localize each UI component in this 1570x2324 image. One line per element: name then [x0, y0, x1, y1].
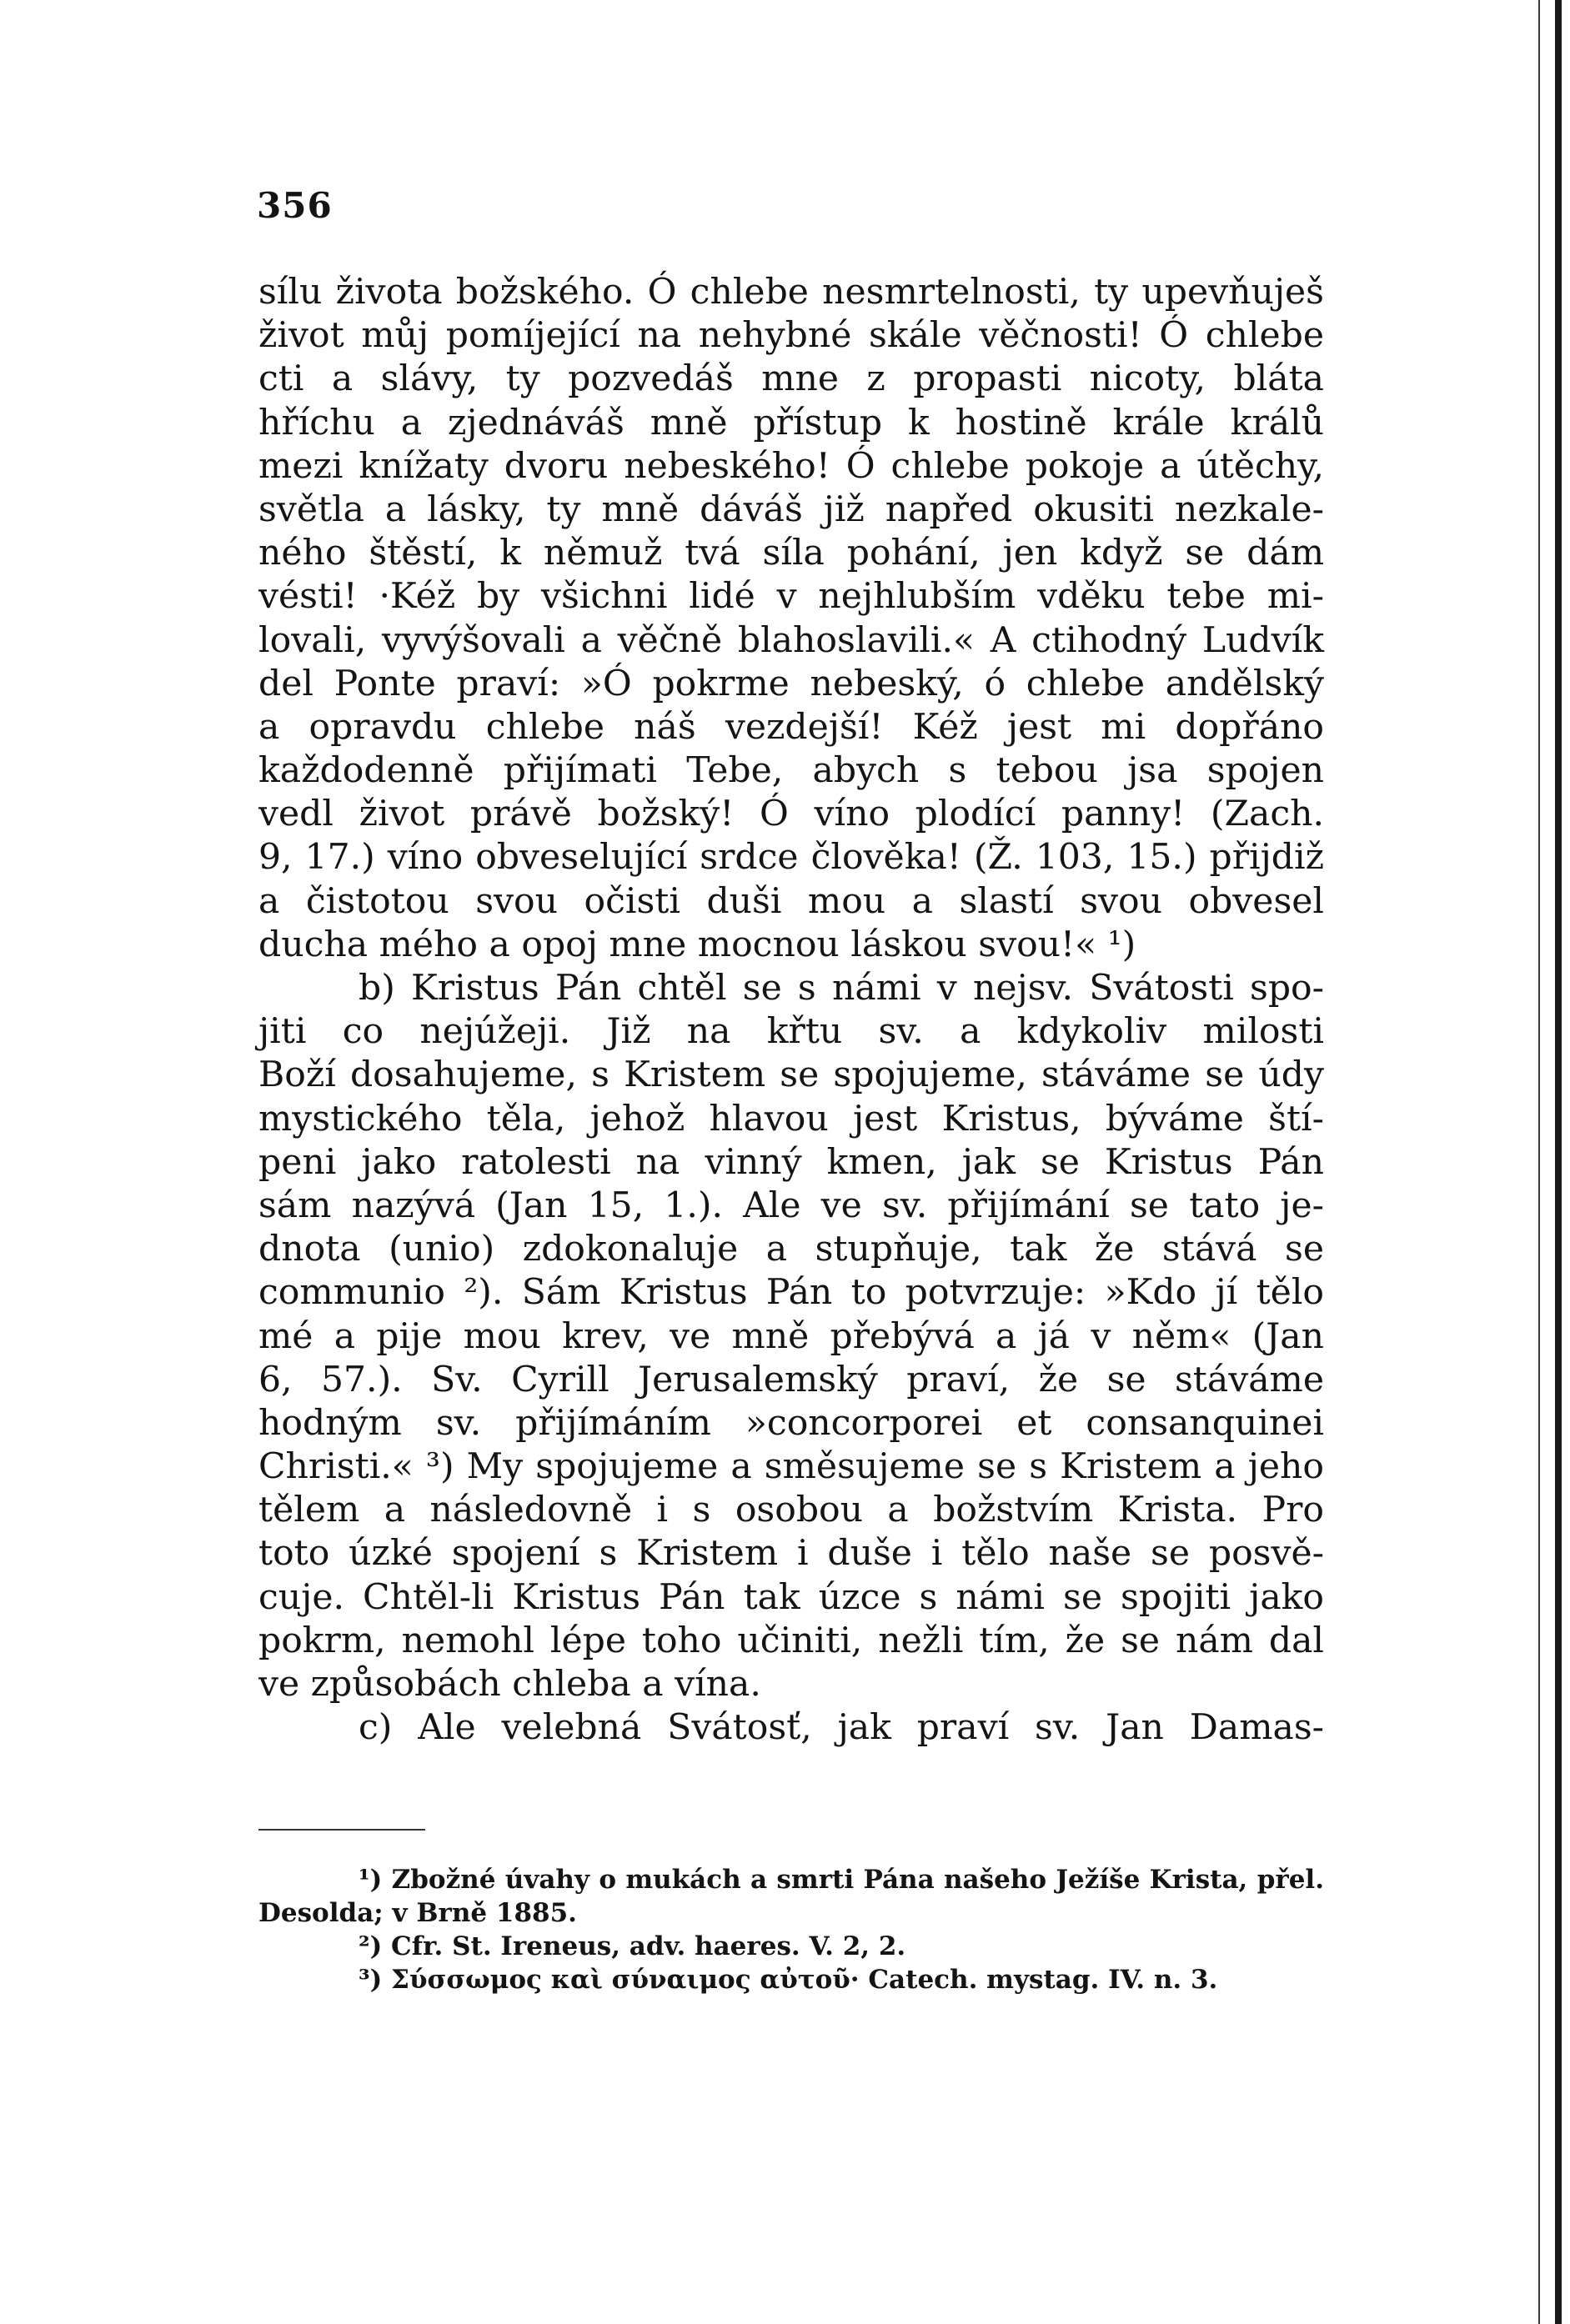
- text-line: mystického těla, jehož hlavou jest Kristus, býváme ští-: [258, 1098, 1324, 1139]
- text-line: pokrm, nemohl lépe toho učiniti, nežli tím, že se nám dal: [258, 1620, 1324, 1661]
- footnote-divider: [258, 1829, 425, 1831]
- text-line: Boží dosahujeme, s Kristem se spojujeme, stáváme se údy: [258, 1054, 1324, 1096]
- text-line: 9, 17.) víno obveselující srdce člověka! (Ž. 103, 15.) přijdiž: [258, 837, 1324, 879]
- text-line: tělem a následovně i s osobou a božstvím Krista. Pro: [258, 1490, 1324, 1531]
- text-line: dnota (unio) zdokonaluje a stupňuje, tak že stává se: [258, 1229, 1324, 1270]
- page-number: 356: [257, 185, 333, 226]
- text-line: mezi knížaty dvoru nebeského! Ó chlebe pokoje a útěchy,: [258, 445, 1324, 487]
- main-text: [258, 271, 1324, 1750]
- text-line: ducha mého a opoj mne mocnou láskou svou!« ¹): [258, 924, 1136, 965]
- footnote-line: Desolda; v Brně 1885.: [258, 1898, 577, 1928]
- text-line: 6, 57.). Sv. Cyrill Jerusalemský praví, že se stáváme: [258, 1359, 1324, 1400]
- text-line: a opravdu chlebe náš vezdejší! Kéž jest mi dopřáno: [258, 706, 1324, 748]
- text-line: b) Kristus Pán chtěl se s námi v nejsv. Svátosti spo-: [359, 968, 1324, 1009]
- text-line: a čistotou svou očisti duši mou a slastí svou obvesel: [258, 880, 1324, 922]
- footnote-line: ³) Σύσσωμος καὶ σύναιμος αὐτοῦ· Catech. mystag. IV. n. 3.: [359, 1965, 1218, 1995]
- text-line: sám nazývá (Jan 15, 1.). Ale ve sv. přijímání se tato je-: [258, 1185, 1324, 1226]
- text-line: život můj pomíjející na nehybné skále věčnosti! Ó chlebe: [258, 315, 1324, 357]
- page-edge-line: [1538, 0, 1540, 2324]
- text-line: toto úzké spojení s Kristem i duše i tělo naše se posvě-: [258, 1533, 1324, 1575]
- text-line: lovali, vyvýšovali a věčně blahoslavili.« A ctihodný Ludvík: [258, 619, 1324, 661]
- text-line: jiti co nejúžeji. Již na křtu sv. a kdykoliv milosti: [258, 1011, 1324, 1053]
- page-edge-shadow: [1555, 0, 1562, 2324]
- text-line: vedl život právě božský! Ó víno plodící panny! (Zach.: [258, 794, 1324, 835]
- footnotes: [258, 1863, 1324, 1996]
- text-line: Christi.« ³) My spojujeme a směsujeme se s Kristem a jeho: [258, 1446, 1324, 1488]
- text-line: ve způsobách chleba a vína.: [258, 1664, 761, 1705]
- footnote-line: ¹) Zbožné úvahy o mukách a smrti Pána našeho Ježíše Krista, přel.: [359, 1865, 1324, 1895]
- text-line: peni jako ratolesti na vinný kmen, jak se Kristus Pán: [258, 1141, 1324, 1183]
- text-line: hodným sv. přijímáním »concorporei et consanquinei: [258, 1402, 1324, 1444]
- text-line: vésti! ·Kéž by všichni lidé v nejhlubším vděku tebe mi-: [258, 576, 1324, 618]
- text-line: sílu života božského. Ó chlebe nesmrtelnosti, ty upevňuješ: [258, 272, 1324, 313]
- text-line: mé a pije mou krev, ve mně přebývá a já v něm« (Jan: [258, 1315, 1324, 1357]
- text-line: každodenně přijímati Tebe, abych s tebou jsa spojen: [258, 750, 1324, 792]
- text-line: světla a lásky, ty mně dáváš již napřed okusiti nezkale-: [258, 488, 1324, 530]
- text-line: c) Ale velebná Svátosť, jak praví sv. Jan Damas-: [359, 1707, 1324, 1749]
- text-line: hříchu a zjednáváš mně přístup k hostině krále králů: [258, 402, 1324, 443]
- text-line: cti a slávy, ty pozvedáš mne z propasti nicoty, bláta: [258, 358, 1324, 400]
- text-line: communio ²). Sám Kristus Pán to potvrzuje: »Kdo jí tělo: [258, 1272, 1324, 1314]
- text-line: ného štěstí, k němuž tvá síla pohání, jen když se dám: [258, 533, 1324, 574]
- text-line: cuje. Chtěl-li Kristus Pán tak úzce s námi se spojiti jako: [258, 1576, 1324, 1618]
- footnote-line: ²) Cfr. St. Ireneus, adv. haeres. V. 2, 2.: [359, 1931, 906, 1961]
- text-line: del Ponte praví: »Ó pokrme nebeský, ó chlebe andělský: [258, 663, 1324, 704]
